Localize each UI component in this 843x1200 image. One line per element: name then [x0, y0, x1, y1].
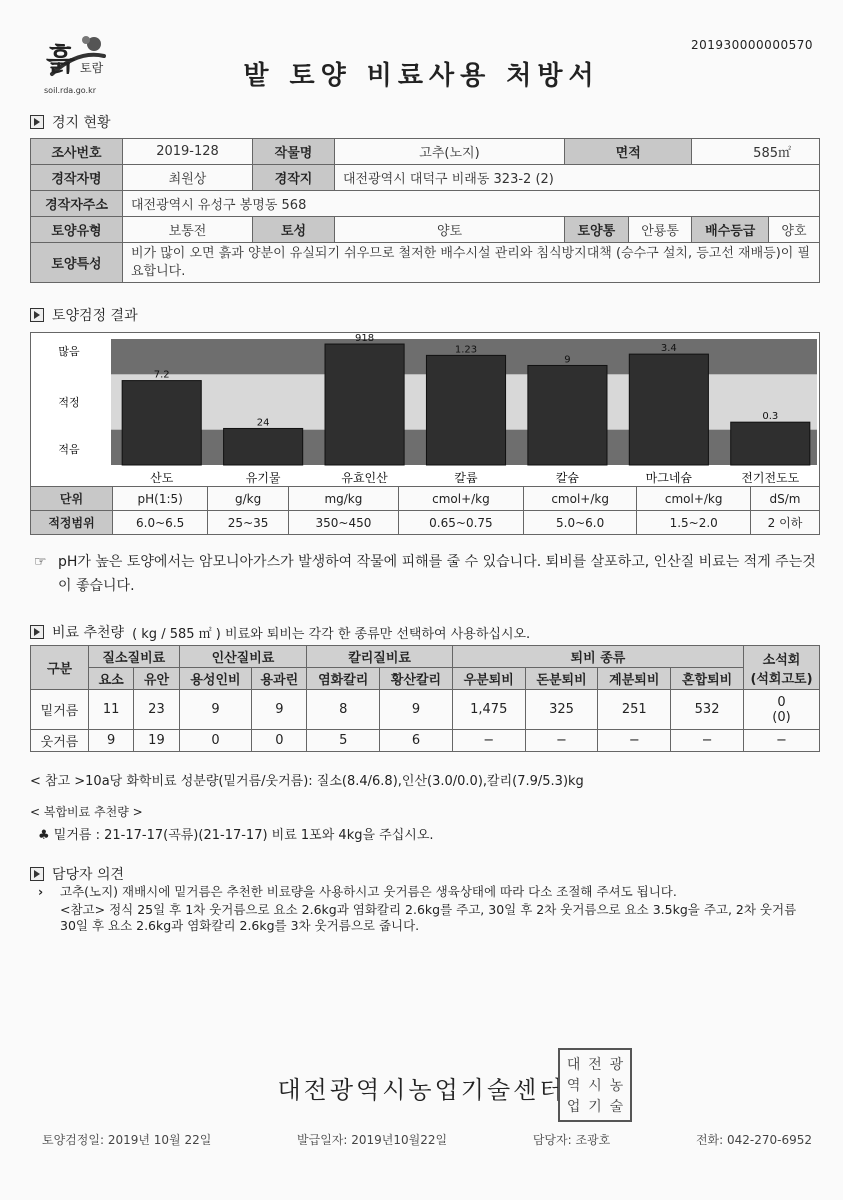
opinion-line1: 고추(노지) 재배시에 밑거름은 추천한 비료량을 사용하시고 웃거름은 생육상태에 따라 다소 조절해 주셔도 됩니다.: [60, 884, 677, 899]
sub-header: 용성인비: [179, 668, 252, 690]
texture-label: 토성: [253, 217, 335, 243]
seal-char: 농: [609, 1077, 624, 1094]
row-label-base: 밑거름: [31, 690, 89, 730]
amount-cell: −: [525, 730, 598, 752]
chart-bar: [325, 344, 404, 465]
amount-cell: 23: [134, 690, 179, 730]
logo-url: soil.rda.go.kr: [44, 86, 97, 95]
field-info-table: [30, 138, 820, 283]
section-arrow-icon: [30, 867, 44, 881]
level-label: 적음: [58, 443, 80, 456]
chart-bar: [426, 355, 505, 465]
amount-cell: −: [598, 730, 671, 752]
seal-char: 광: [609, 1056, 624, 1073]
chart-bar: [731, 422, 810, 465]
amount-cell: −: [452, 730, 525, 752]
amount-cell: 5: [307, 730, 380, 752]
bar-value-label: 3.4: [660, 343, 677, 355]
range-cell: 25~35: [208, 511, 289, 535]
unit-cell: cmol+/kg: [398, 487, 523, 511]
amount-cell: 11: [89, 690, 134, 730]
feature-label: 토양특성: [31, 243, 123, 283]
sub-header: 염화칼리: [307, 668, 380, 690]
section-soil-label: 토양검정 결과: [52, 308, 138, 324]
amount-cell: 1,475: [452, 690, 525, 730]
soil-chart: [30, 332, 820, 487]
site: 대전광역시 대덕구 비래동 323-2 (2): [335, 165, 820, 191]
unit-cell: g/kg: [208, 487, 289, 511]
amount-cell: 9: [89, 730, 134, 752]
drainage-label: 배수등급: [692, 217, 769, 243]
bar-value-label: 24: [256, 417, 270, 429]
section-arrow-icon: [30, 115, 44, 129]
center-name: 대전광역시농업기술센터: [277, 1076, 566, 1104]
range-cell: 2 이하: [750, 511, 819, 535]
mix-heading: < 복합비료 추천량 >: [30, 805, 143, 819]
address: 대전광역시 유성구 봉명동 568: [123, 191, 820, 217]
amount-cell: 251: [598, 690, 671, 730]
pointing-hand-icon: ☞: [34, 554, 47, 570]
opinion-body: [36, 884, 816, 934]
unit-cell: mg/kg: [288, 487, 398, 511]
bar-value-label: 1.23: [454, 344, 478, 356]
fertilizer-table: [30, 645, 820, 752]
row-label-top: 웃거름: [31, 730, 89, 752]
chart-bar: [122, 381, 201, 465]
range-cell: 0.65~0.75: [398, 511, 523, 535]
lime-value-alt: (0): [772, 709, 791, 725]
series-label: 토양통: [565, 217, 629, 243]
texture: 양토: [335, 217, 565, 243]
amount-cell: 0: [179, 730, 252, 752]
recommend-instruction: ( kg / 585 ㎡ ) 비료와 퇴비는 각각 한 종류만 선택하여 사용하십시오.: [132, 626, 531, 642]
section-arrow-icon: [30, 308, 44, 322]
survey-no-label: 조사번호: [31, 139, 123, 165]
chart-bar: [224, 428, 303, 465]
document-number: 201930000000570: [690, 38, 813, 52]
category-label: 유기물: [245, 471, 281, 485]
sub-header: 혼합퇴비: [671, 668, 744, 690]
test-date: 토양검정일: 2019년 10월 22일: [42, 1133, 212, 1147]
series: 안룡통: [628, 217, 692, 243]
area: 585㎡: [692, 139, 820, 165]
section-soil-heading: [30, 305, 138, 325]
chevron-right-icon: ›: [38, 884, 44, 899]
seal-char: 대: [566, 1056, 581, 1073]
amount-cell: 8: [307, 690, 380, 730]
level-label: 많음: [58, 345, 80, 358]
seal-char: 역: [566, 1077, 581, 1094]
lime-sub-header: (석회고토): [750, 671, 813, 687]
farmer: 최원상: [123, 165, 253, 191]
feature: 비가 많이 오면 흙과 양분이 유실되기 쉬우므로 철저한 배수시설 관리와 침식방지대책 (승수구 설치, 등고선 재배등)이 필요합니다.: [123, 243, 820, 283]
crop-label: 작물명: [253, 139, 335, 165]
club-icon: ♣: [38, 828, 50, 843]
opinion-line2: <참고> 정식 25일 후 1차 웃거름으로 요소 2.6kg과 염화칼리 2.6kg를 주고, 30일 후 2차 웃거름으로 요소 3.5kg을 주고, 2차 웃거름 30일 후 요소 2.6kg과 염화칼리 2.6kg를 3차 웃거름으로 줍니다.: [60, 902, 797, 933]
section-field-heading: [30, 112, 111, 132]
amount-cell: 325: [525, 690, 598, 730]
area-label: 면적: [565, 139, 692, 165]
category-label: 마그네슘: [645, 471, 693, 485]
group-nitrogen: 질소질비료: [89, 646, 180, 668]
amount-cell: 19: [134, 730, 179, 752]
bar-value-label: 9: [564, 354, 571, 366]
category-label: 유효인산: [341, 471, 388, 485]
sub-header: 황산칼리: [380, 668, 453, 690]
section-arrow-icon: [30, 625, 44, 639]
chart-bar: [629, 354, 708, 465]
phone: 전화: 042-270-6952: [695, 1133, 812, 1147]
ph-note: [30, 550, 820, 598]
drainage: 양호: [768, 217, 819, 243]
unit-cell: pH(1:5): [113, 487, 208, 511]
unit-label: 단위: [31, 487, 113, 511]
issue-date: 발급일자: 2019년10월22일: [297, 1133, 448, 1147]
unit-cell: cmol+/kg: [637, 487, 751, 511]
soil-type-label: 토양유형: [31, 217, 123, 243]
category-label: 칼슘: [555, 471, 580, 485]
group-phosphate: 인산질비료: [179, 646, 307, 668]
page-title: 밭 토양 비료사용 처방서: [243, 61, 600, 91]
range-label: 적정범위: [31, 511, 113, 535]
lime-value: 0: [777, 694, 786, 710]
survey-no: 2019-128: [123, 139, 253, 165]
seal-char: 시: [588, 1077, 602, 1094]
section-opinion-label: 담당자 의견: [52, 867, 125, 883]
soil-chart-svg: [31, 333, 821, 488]
col-group-header: 구분: [31, 646, 89, 690]
seal-char: 술: [609, 1099, 624, 1116]
crop: 고추(노지): [335, 139, 565, 165]
amount-cell: −: [671, 730, 744, 752]
seal-char: 기: [588, 1099, 602, 1116]
manager: 담당자: 조광호: [532, 1133, 611, 1147]
logo-char: 흙: [46, 43, 75, 78]
seal-char: 업: [566, 1099, 581, 1116]
amount-cell: 9: [252, 690, 307, 730]
lime-cell: [744, 690, 820, 730]
section-recommend-label: 비료 추천량: [52, 625, 125, 641]
bar-value-label: 0.3: [762, 411, 779, 423]
group-lime: [744, 646, 820, 690]
bar-value-label: 7.2: [153, 369, 170, 381]
range-cell: 350~450: [288, 511, 398, 535]
address-label: 경작자주소: [31, 191, 123, 217]
sub-header: 우분퇴비: [452, 668, 525, 690]
group-potash: 칼리질비료: [307, 646, 453, 668]
unit-range-table: [30, 486, 820, 535]
amount-cell: 0: [252, 730, 307, 752]
ph-note-text: pH가 높은 토양에서는 암모니아가스가 발생하여 작물에 피해를 줄 수 있습니다. 퇴비를 살포하고, 인산질 비료는 적게 주는것이 좋습니다.: [58, 554, 816, 594]
amount-cell: 9: [179, 690, 252, 730]
amount-cell: 9: [380, 690, 453, 730]
group-compost: 퇴비 종류: [452, 646, 743, 668]
footer: [42, 1131, 812, 1148]
level-label: 적정: [58, 396, 80, 409]
section-recommend-heading: [30, 622, 530, 642]
sub-header: 용과린: [252, 668, 307, 690]
site-label: 경작지: [253, 165, 335, 191]
sub-header: 돈분퇴비: [525, 668, 598, 690]
farmer-label: 경작자명: [31, 165, 123, 191]
section-opinion-heading: [30, 864, 124, 884]
range-cell: 1.5~2.0: [637, 511, 751, 535]
category-label: 칼륨: [454, 471, 478, 485]
category-label: 전기전도도: [741, 471, 800, 485]
category-label: 산도: [150, 471, 174, 485]
sub-header: 요소: [89, 668, 134, 690]
unit-cell: dS/m: [750, 487, 819, 511]
chart-bar: [528, 365, 607, 465]
logo-sub: 토람: [80, 61, 104, 75]
range-cell: 5.0~6.0: [523, 511, 637, 535]
bar-value-label: 918: [355, 333, 375, 345]
lime-cell: [744, 730, 820, 752]
amount-cell: 532: [671, 690, 744, 730]
amount-cell: 6: [380, 730, 453, 752]
reference-note: < 참고 >10a당 화학비료 성분량(밑거름/웃거름): 질소(8.4/6.8),인산(3.0/0.0),칼리(7.9/5.3)kg: [30, 774, 584, 789]
soil-type: 보통전: [123, 217, 253, 243]
lime-value: −: [776, 733, 787, 748]
mix-text: 밑거름 : 21-17-17(곡류)(21-17-17) 비료 1포와 4kg을 주십시오.: [53, 828, 434, 843]
section-field-label: 경지 현황: [52, 115, 111, 131]
official-seal: [558, 1048, 632, 1122]
range-cell: 6.0~6.5: [113, 511, 208, 535]
unit-cell: cmol+/kg: [523, 487, 637, 511]
seal-char: 전: [588, 1056, 602, 1073]
mix-recommend: [38, 824, 434, 843]
sub-header: 유안: [134, 668, 179, 690]
sub-header: 계분퇴비: [598, 668, 671, 690]
lime-header: 소석회: [762, 652, 801, 668]
